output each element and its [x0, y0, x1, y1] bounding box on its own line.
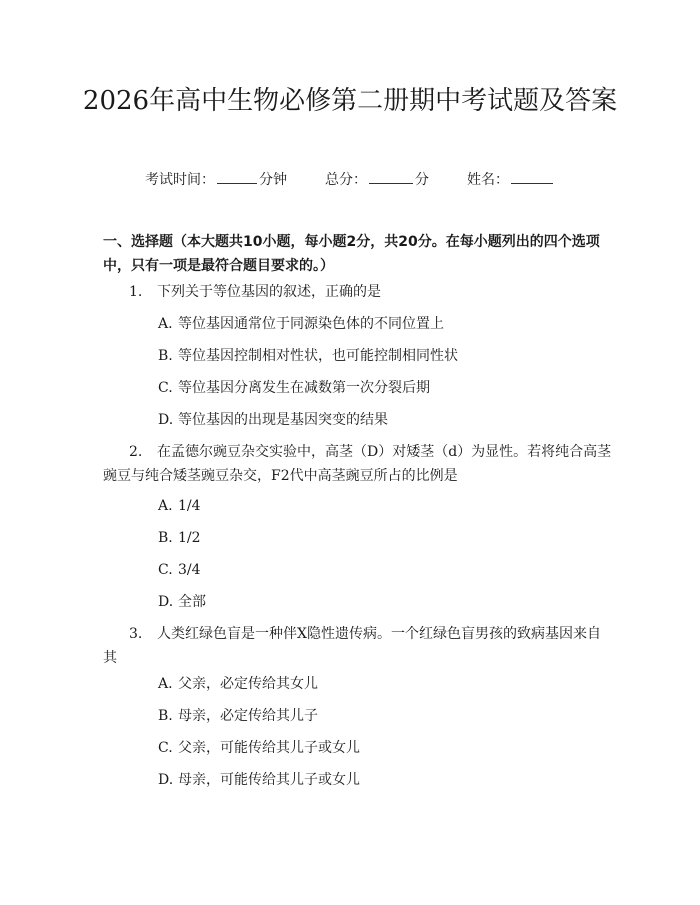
- page-title: 2026年高中生物必修第二册期中考试题及答案: [82, 86, 618, 116]
- question-2-option-d: [158, 592, 618, 612]
- option-text: 等位基因的出现是基因突变的结果: [178, 412, 388, 428]
- exam-time-label: 考试时间：: [145, 172, 215, 188]
- option-letter: D.: [158, 594, 174, 610]
- student-name-field: [467, 168, 555, 190]
- question-1-option-c: [158, 378, 618, 398]
- option-letter: A.: [158, 316, 173, 332]
- option-text: 1/2: [178, 530, 201, 546]
- question-number: 2.: [129, 444, 143, 460]
- question-stem: 在孟德尔豌豆杂交实验中，高茎（D）对矮茎（d）为显性。若将纯合高茎豌豆与纯合矮茎豌豆杂交，F2代中高茎豌豆所占的比例是: [103, 444, 612, 484]
- question-1: [103, 280, 613, 304]
- exam-time-blank: [217, 168, 257, 184]
- question-3-option-b: [158, 706, 618, 726]
- option-text: 全部: [178, 594, 206, 610]
- option-text: 等位基因控制相对性状，也可能控制相同性状: [178, 348, 458, 364]
- total-score-label: 总分：: [325, 172, 367, 188]
- question-1-option-b: [158, 346, 618, 366]
- question-2: [103, 440, 613, 488]
- option-letter: B.: [158, 708, 173, 724]
- option-text: 父亲，可能传给其儿子或女儿: [178, 740, 360, 756]
- option-letter: C.: [158, 740, 173, 756]
- option-letter: D.: [158, 412, 174, 428]
- total-score-blank: [369, 168, 413, 184]
- question-number: 1.: [129, 284, 143, 300]
- question-1-option-a: [158, 314, 618, 334]
- question-number: 3.: [129, 626, 143, 642]
- option-text: 母亲，可能传给其儿子或女儿: [178, 772, 360, 788]
- option-letter: D.: [158, 772, 174, 788]
- question-2-option-c: [158, 560, 618, 580]
- question-2-option-a: [158, 496, 618, 516]
- option-text: 母亲，必定传给其儿子: [178, 708, 318, 724]
- option-text: 等位基因通常位于同源染色体的不同位置上: [178, 316, 444, 332]
- option-letter: C.: [158, 380, 173, 396]
- question-3: [103, 622, 613, 670]
- option-text: 3/4: [178, 562, 201, 578]
- option-letter: B.: [158, 348, 173, 364]
- option-letter: A.: [158, 676, 173, 692]
- option-text: 1/4: [178, 498, 201, 514]
- option-letter: A.: [158, 498, 173, 514]
- question-3-option-d: [158, 770, 618, 790]
- total-score-unit: 分: [415, 172, 429, 188]
- question-stem: 人类红绿色盲是一种伴X隐性遗传病。一个红绿色盲男孩的致病基因来自其: [103, 626, 601, 666]
- question-1-option-d: [158, 410, 618, 430]
- question-stem: 下列关于等位基因的叙述，正确的是: [157, 284, 381, 300]
- section-heading: 一、选择题（本大题共10小题，每小题2分，共20分。在每小题列出的四个选项中，只有一项是最符合题目要求的。）: [103, 234, 600, 274]
- total-score-field: [325, 168, 429, 190]
- student-name-label: 姓名：: [467, 172, 509, 188]
- student-name-blank: [511, 168, 553, 184]
- question-3-option-a: [158, 674, 618, 694]
- option-letter: B.: [158, 530, 173, 546]
- exam-time-unit: 分钟: [259, 172, 287, 188]
- option-text: 父亲，必定传给其女儿: [178, 676, 318, 692]
- option-text: 等位基因分离发生在减数第一次分裂后期: [178, 380, 430, 396]
- exam-time-field: [145, 168, 287, 190]
- option-letter: C.: [158, 562, 173, 578]
- exam-info-row: [0, 168, 700, 190]
- question-3-option-c: [158, 738, 618, 758]
- question-2-option-b: [158, 528, 618, 548]
